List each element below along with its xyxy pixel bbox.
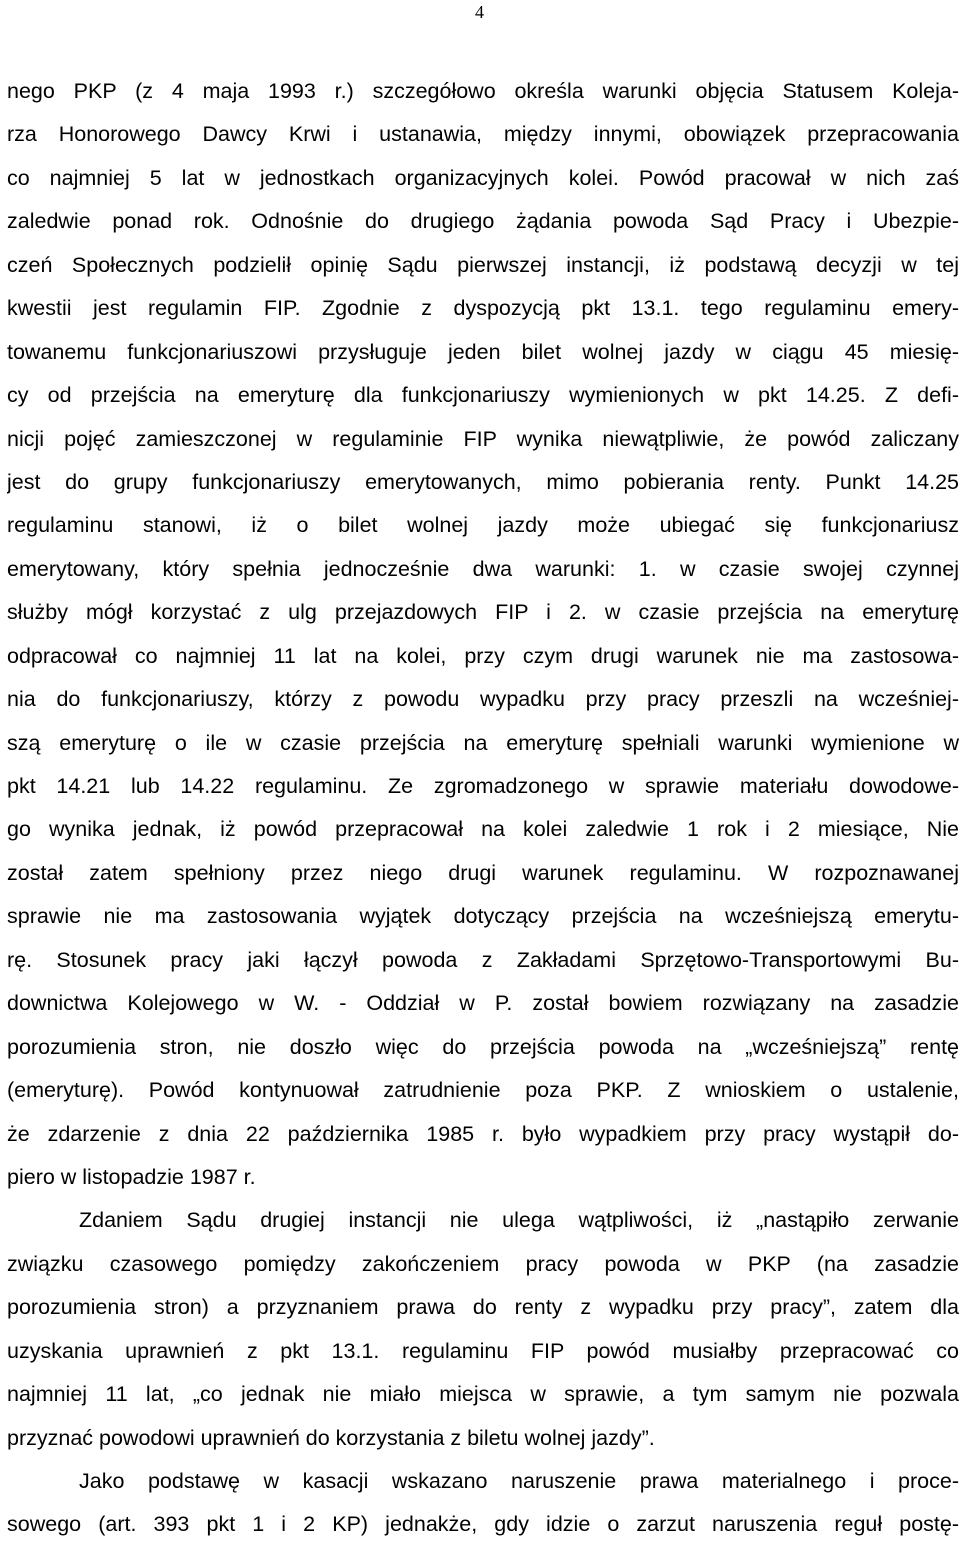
text-line: co najmniej 5 lat w jednostkach organizacyjnych kolei. Powód pracował w nich zaś xyxy=(7,165,959,190)
text-line: cy od przejścia na emeryturę dla funkcjonariuszy wymienionych w pkt 14.25. Z defi- xyxy=(7,383,959,408)
text-line: nicji pojęć zamieszczonej w regulaminie FIP wynika niewątpliwie, że powód zaliczany xyxy=(7,426,959,451)
text-line: związku czasowego pomiędzy zakończeniem pracy powoda w PKP (na zasadzie xyxy=(7,1251,959,1276)
text-line: emerytowany, który spełnia jednocześnie dwa warunki: 1. w czasie swojej czynnej xyxy=(7,556,959,581)
text-line: służby mógł korzystać z ulg przejazdowych FIP i 2. w czasie przejścia na emeryturę xyxy=(7,600,959,625)
text-line: piero w listopadzie 1987 r. xyxy=(7,1164,256,1189)
text-line: że zdarzenie z dnia 22 października 1985 r. było wypadkiem przy pracy wystąpił do- xyxy=(7,1121,959,1146)
text-line: zaledwie ponad rok. Odnośnie do drugiego żądania powoda Sąd Pracy i Ubezpie- xyxy=(7,209,959,234)
text-line: sprawie nie ma zastosowania wyjątek dotyczący przejścia na wcześniejszą emerytu- xyxy=(7,904,959,929)
text-line: kwestii jest regulamin FIP. Zgodnie z dyspozycją pkt 13.1. tego regulaminu emery- xyxy=(7,296,959,321)
page-number: 4 xyxy=(475,2,484,22)
text-line: uzyskania uprawnień z pkt 13.1. regulaminu FIP powód musiałby przepracować co xyxy=(7,1338,959,1363)
text-line: (emeryturę). Powód kontynuował zatrudnienie poza PKP. Z wnioskiem o ustalenie, xyxy=(7,1078,959,1103)
text-line: nia do funkcjonariuszy, którzy z powodu wypadku przy pracy przeszli na wcześniej- xyxy=(7,687,959,712)
text-line: czeń Społecznych podzielił opinię Sądu pierwszej instancji, iż podstawą decyzji w tej xyxy=(7,252,959,277)
text-line: Zdaniem Sądu drugiej instancji nie ulega wątpliwości, iż „nastąpiło zerwanie xyxy=(79,1208,959,1233)
text-line: towanemu funkcjonariuszowi przysługuje jeden bilet wolnej jazdy w ciągu 45 miesię- xyxy=(7,339,959,364)
text-line: downictwa Kolejowego w W. - Oddział w P. został bowiem rozwiązany na zasadzie xyxy=(7,991,959,1016)
text-line: porozumienia stron, nie doszło więc do przejścia powoda na „wcześniejszą” rentę xyxy=(7,1034,959,1059)
text-line: regulaminu stanowi, iż o bilet wolnej jazdy może ubiegać się funkcjonariusz xyxy=(7,513,959,538)
text-line: nego PKP (z 4 maja 1993 r.) szczegółowo określa warunki objęcia Statusem Koleja- xyxy=(7,79,959,103)
text-line: go wynika jednak, iż powód przepracował na kolei zaledwie 1 rok i 2 miesiące, Nie xyxy=(7,817,959,842)
text-line: sowego (art. 393 pkt 1 i 2 KP) jednakże, gdy idzie o zarzut naruszenia reguł postę- xyxy=(7,1512,959,1537)
text-line: został zatem spełniony przez niego drugi warunek regulaminu. W rozpoznawanej xyxy=(7,860,959,885)
text-line: szą emeryturę o ile w czasie przejścia na emeryturę spełniali warunki wymienione w xyxy=(7,730,959,755)
text-line: porozumienia stron) a przyznaniem prawa do renty z wypadku przy pracy”, zatem dla xyxy=(7,1295,959,1320)
text-line: rza Honorowego Dawcy Krwi i ustanawia, między innymi, obowiązek przepracowania xyxy=(7,122,959,147)
text-line: pkt 14.21 lub 14.22 regulaminu. Ze zgromadzonego w sprawie materiału dowodowe- xyxy=(7,774,959,798)
text-line: jest do grupy funkcjonariuszy emerytowanych, mimo pobierania renty. Punkt 14.25 xyxy=(7,469,959,494)
text-line: odpracował co najmniej 11 lat na kolei, przy czym drugi warunek nie ma zastosowa- xyxy=(7,643,959,668)
text-line: najmniej 11 lat, „co jednak nie miało miejsca w sprawie, a tym samym nie pozwala xyxy=(7,1382,959,1407)
text-line: rę. Stosunek pracy jaki łączył powoda z Zakładami Sprzętowo-Transportowymi Bu- xyxy=(7,947,959,972)
text-line: przyznać powodowi uprawnień do korzystania z biletu wolnej jazdy”. xyxy=(7,1425,655,1450)
text-line: Jako podstawę w kasacji wskazano naruszenie prawa materialnego i proce- xyxy=(79,1469,959,1493)
document-body xyxy=(7,70,959,1547)
